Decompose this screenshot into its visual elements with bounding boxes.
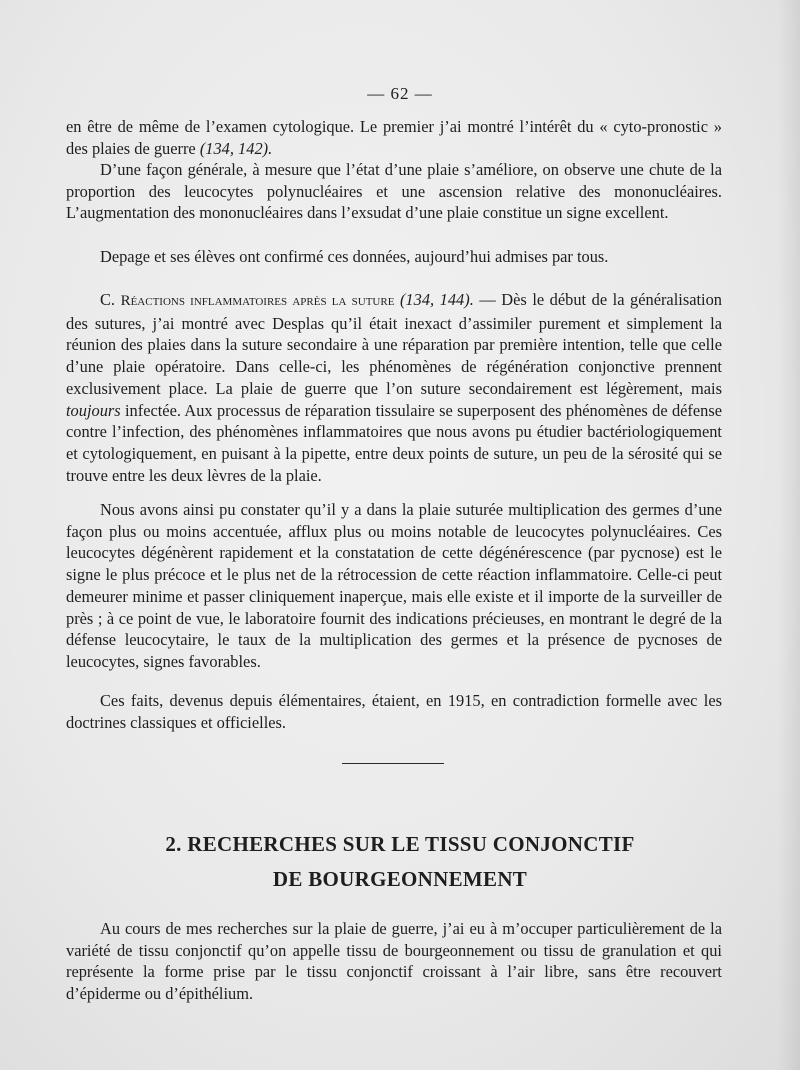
section-title: Réactions inflammatoires après la suture — [120, 293, 395, 309]
reference-citation: (134, 142). — [199, 138, 273, 158]
paragraph-text: en être de même de l’examen cytologique. Le premier j’ai montré l’intérêt du « cyto-pronostic » des plaies de guerre — [66, 117, 722, 158]
paragraph-cytologic-exam — [66, 116, 722, 159]
paragraph-text: infectée. Aux processus de réparation tissulaire se superposent des phénomènes de défense contre l’infection, des phénomènes inflammatoires que nous avons pu étudier bactériologiquement et cytologiquement, en puisant à la pipette, entre deux points de suture, un peu de la sérosité qui se trouve entre les deux lèvres de la plaie. — [66, 400, 722, 485]
paragraph-reactions-after-suture — [66, 289, 722, 486]
paragraph-conclusion: Ces faits, devenus depuis élémentaires, étaient, en 1915, en contradiction formelle avec les doctrines classiques et officielles. — [66, 691, 722, 732]
page-edge-shadow — [778, 0, 800, 1070]
section-letter: C. — [100, 290, 116, 309]
section-heading-line-2: DE BOURGEONNEMENT — [272, 867, 528, 891]
paragraph-granulation-tissue: Au cours de mes recherches sur la plaie de guerre, j’ai eu à m’occuper particulièrement de la variété de tissu conjonctif qu’on appelle tissu de bourgeonnement ou tissu de granulation et qui représente la forme prise par le tissu conjonctif croissant à l’air libre, sans être recouvert d’épiderme ou d’épithélium. — [66, 919, 722, 1004]
paragraph-leucocytes: D’une façon générale, à mesure que l’état d’une plaie s’améliore, on observe une chute de la proportion des leucocytes polynucléaires et une ascension relative des mononucléaires. L’augmentation des mononucléaires dans l’exsudat d’une plaie constitue un signe excellent. — [66, 160, 722, 223]
paragraph-observations: Nous avons ainsi pu constater qu’il y a dans la plaie suturée multiplication des germes d’une façon plus ou moins accentuée, afflux plus ou moins notable de leucocytes polynucléaires. Ces leucocytes dégénèrent rapidement et la constatation de cette dégénérescence (par pycnose) est le signe le plus précoce et le plus net de la rétrocession de cette réaction inflammatoire. Celle-ci peut demeurer minime et passer cliniquement inaperçue, mais elle existe et il importe de la surveiller de près ; à ce point de vue, le laboratoire fournit des indications précieuses, en montrant le degré de la défense leucocytaire, le taux de la multiplication des germes et la présence de pycnoses de leucocytes, signes favorables. — [66, 500, 722, 671]
emphasized-word: toujours — [66, 400, 121, 420]
paragraph-depage: Depage et ses élèves ont confirmé ces données, aujourd’hui admises par tous. — [100, 247, 609, 266]
section-divider — [342, 763, 444, 764]
section-heading-line-1: 2. RECHERCHES SUR LE TISSU CONJONCTIF — [165, 832, 635, 856]
paragraph-text: — Dès le début de la généralisation des sutures, j’ai montré avec Desplas qu’il était inexact d’assimiler purement et simplement la réunion des plaies dans la suture secondaire à une réparation par première intention, telle que celle d’une plaie opératoire. Dans celle-ci, les phénomènes de régénération conjonctive prennent exclusivement place. La plaie de guerre que l’on suture secondairement est légèrement, mais — [66, 290, 722, 398]
page-number: — 62 — — [367, 84, 433, 103]
reference-citation: (134, 144). — [399, 290, 474, 309]
